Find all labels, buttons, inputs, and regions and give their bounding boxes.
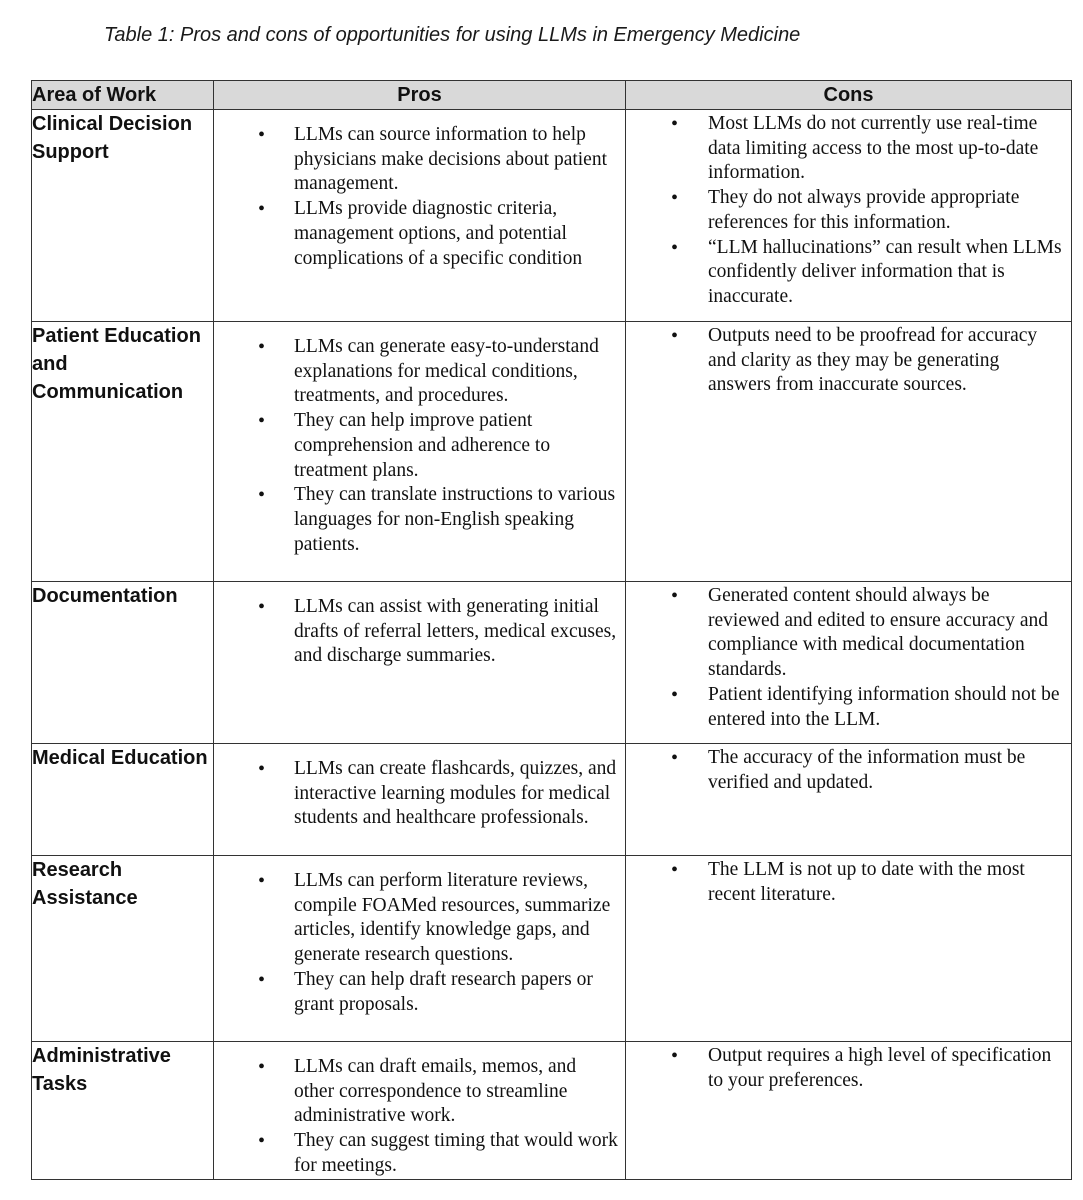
pros-cell (214, 110, 626, 322)
area-cell: Research Assistance (32, 856, 214, 1042)
pros-cons-table (31, 80, 1072, 1180)
table-row (32, 1042, 1072, 1180)
table-caption: Table 1: Pros and cons of opportunities for using LLMs in Emergency Medicine (104, 24, 801, 46)
table-row (32, 110, 1072, 322)
list-item: • LLMs can assist with generating initial drafts of referral letters, medical excuses, and discharge summaries. (214, 595, 625, 669)
pros-cell (214, 744, 626, 856)
cons-cell (626, 582, 1072, 744)
list-item: • LLMs can draft emails, memos, and other correspondence to streamline administrative work. (214, 1055, 625, 1129)
list-item: • LLMs provide diagnostic criteria, management options, and potential complications of a specific condition (214, 197, 625, 271)
pros-cell (214, 322, 626, 582)
table-row (32, 744, 1072, 856)
cons-cell (626, 744, 1072, 856)
list-item: • They can suggest timing that would work for meetings. (214, 1129, 625, 1178)
list-item: • The accuracy of the information must be verified and updated. (626, 746, 1071, 795)
list-item: • Output requires a high level of specification to your preferences. (626, 1044, 1071, 1093)
list-item: • Most LLMs do not currently use real-time data limiting access to the most up-to-date information. (626, 112, 1071, 186)
area-cell: Documentation (32, 582, 214, 744)
table-row (32, 582, 1072, 744)
list-item: • They do not always provide appropriate references for this information. (626, 186, 1071, 235)
cons-cell (626, 110, 1072, 322)
list-item: • Patient identifying information should not be entered into the LLM. (626, 683, 1071, 732)
list-item: • LLMs can source information to help physicians make decisions about patient management. (214, 123, 625, 197)
pros-cell (214, 582, 626, 744)
cons-cell (626, 322, 1072, 582)
list-item: • Generated content should always be reviewed and edited to ensure accuracy and compliance with medical documentation standards. (626, 584, 1071, 683)
list-item: • LLMs can perform literature reviews, compile FOAMed resources, summarize articles, identify knowledge gaps, and generate research questions. (214, 869, 625, 968)
cons-cell (626, 856, 1072, 1042)
header-cons: Cons (626, 81, 1072, 110)
area-cell: Medical Education (32, 744, 214, 856)
table-row (32, 322, 1072, 582)
list-item: • The LLM is not up to date with the most recent literature. (626, 858, 1071, 907)
list-item: • “LLM hallucinations” can result when LLMs confidently deliver information that is inaccurate. (626, 236, 1071, 310)
header-pros: Pros (214, 81, 626, 110)
list-item: • They can help draft research papers or grant proposals. (214, 968, 625, 1017)
list-item: • They can help improve patient comprehension and adherence to treatment plans. (214, 409, 625, 483)
cons-cell (626, 1042, 1072, 1180)
list-item: • LLMs can create flashcards, quizzes, and interactive learning modules for medical students and healthcare professionals. (214, 757, 625, 831)
list-item: • LLMs can generate easy-to-understand explanations for medical conditions, treatments, and procedures. (214, 335, 625, 409)
list-item: • They can translate instructions to various languages for non-English speaking patients. (214, 483, 625, 557)
pros-cell (214, 1042, 626, 1180)
area-cell: Clinical Decision Support (32, 110, 214, 322)
pros-cell (214, 856, 626, 1042)
area-cell: Patient Education and Communication (32, 322, 214, 582)
table-header-row (32, 81, 1072, 110)
list-item: • Outputs need to be proofread for accuracy and clarity as they may be generating answers from inaccurate sources. (626, 324, 1071, 398)
area-cell: Administrative Tasks (32, 1042, 214, 1180)
header-area-of-work: Area of Work (32, 81, 214, 110)
table-row (32, 856, 1072, 1042)
